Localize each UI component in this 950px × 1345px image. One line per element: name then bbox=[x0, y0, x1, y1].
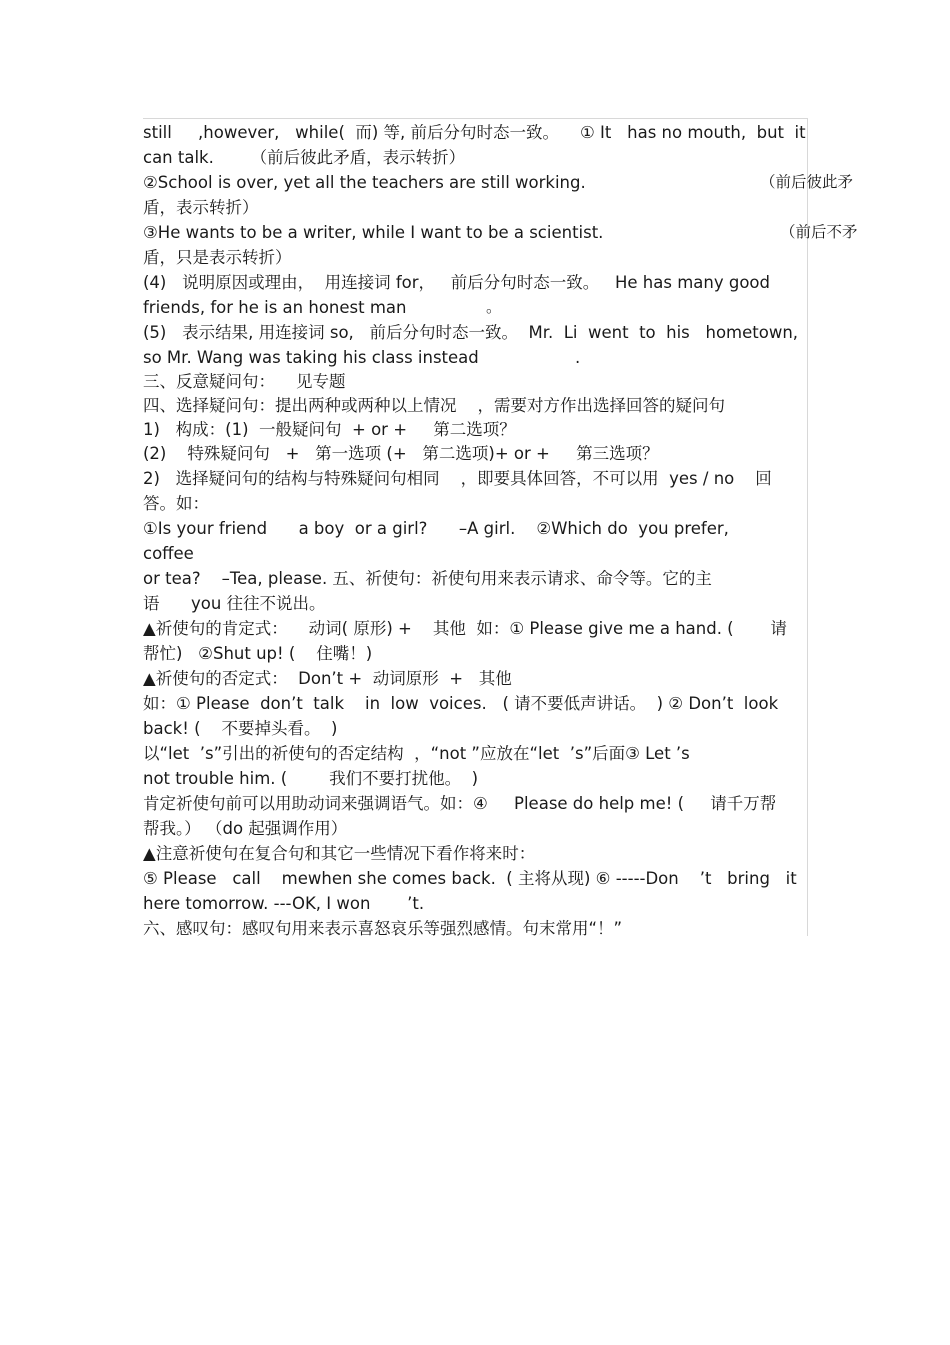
text-line-31: ⑤ Please call mewhen she comes back. ( 主将从现) ⑥ -----Don ’t bring it bbox=[143, 869, 797, 888]
text-line-32: here tomorrow. ---OK, I won ’t. bbox=[143, 894, 425, 913]
text-line-14: (2) 特殊疑问句 + 第一选项 (+ 第二选项)+ or + 第三选项？ bbox=[143, 444, 659, 463]
text-line-1: still ,however, while( 而) 等, 前后分句时态一致。 ① It has no mouth, but it bbox=[143, 123, 806, 142]
text-line-22: 帮忙) ②Shut up! ( 住嘴！) bbox=[143, 644, 373, 663]
text-line-18: coffee bbox=[143, 544, 194, 563]
right-annotation: （前后不矛 bbox=[780, 223, 858, 241]
trailing-mark: 。 bbox=[486, 298, 502, 316]
text-line-11: 三、反意疑问句： 见专题 bbox=[143, 372, 346, 391]
text-line-24: 如：① Please don’t talk in low voices. ( 请不要低声讲话。 ) ② Don’t look bbox=[143, 694, 779, 713]
frame-top-border bbox=[143, 118, 807, 119]
text-line-7: (4) 说明原因或理由， 用连接词 for， 前后分句时态一致。 He has many good bbox=[143, 273, 770, 292]
text-line-30: ▲注意祈使句在复合句和其它一些情况下看作将来时： bbox=[143, 844, 536, 863]
trailing-mark: . bbox=[575, 348, 581, 367]
text-line-19: or tea? –Tea, please. 五、祈使句：祈使句用来表示请求、命令等。它的主 bbox=[143, 569, 712, 588]
text-line-16: 答。如： bbox=[143, 494, 209, 513]
text-line-29: 帮我。） （do 起强调作用） bbox=[143, 819, 348, 838]
document-body bbox=[143, 120, 863, 941]
text-line-5: ③He wants to be a writer, while I want to be a scientist. （前后不矛 bbox=[143, 220, 863, 245]
text-line-26: 以“let ’s”引出的祈使句的否定结构 ，“not ”应放在“let ’s”后面③ Let ’s bbox=[143, 744, 690, 763]
text-line-6: 盾，只是表示转折） bbox=[143, 248, 292, 267]
text-line-33: 六、感叹句：感叹句用来表示喜怒哀乐等强烈感情。句末常用“！” bbox=[143, 919, 623, 938]
text-line-12: 四、选择疑问句：提出两种或两种以上情况 ，需要对方作出选择回答的疑问句 bbox=[143, 396, 725, 415]
text-line-2: can talk. （前后彼此矛盾，表示转折） bbox=[143, 148, 466, 167]
text-line-13: 1) 构成：(1) 一般疑问句 + or + 第二选项？ bbox=[143, 420, 516, 439]
text-line-20: 语 you 往往不说出。 bbox=[143, 594, 326, 613]
right-annotation: （前后彼此矛 bbox=[760, 173, 854, 191]
text-line-3: ②School is over, yet all the teachers are still working. （前后彼此矛 bbox=[143, 170, 863, 195]
text-line-10: so Mr. Wang was taking his class instead . bbox=[143, 345, 863, 370]
text-line-8: friends, for he is an honest man 。 bbox=[143, 295, 863, 320]
text-line-9: (5) 表示结果, 用连接词 so, 前后分句时态一致。 Mr. Li went to his hometown, bbox=[143, 323, 799, 342]
text-line-27: not trouble him. ( 我们不要打扰他。 ) bbox=[143, 769, 479, 788]
text-line-28: 肯定祈使句前可以用助动词来强调语气。如：④ Please do help me! ( 请千万帮 bbox=[143, 794, 777, 813]
text-line-15: 2) 选择疑问句的结构与特殊疑问句相同 ，即要具体回答，不可以用 yes / no 回 bbox=[143, 469, 772, 488]
text-line-17: ①Is your friend a boy or a girl? –A girl. ②Which do you prefer, bbox=[143, 519, 729, 538]
text-line-4: 盾，表示转折） bbox=[143, 198, 259, 217]
text-line-25: back! ( 不要掉头看。 ) bbox=[143, 719, 338, 738]
text-line-21: ▲祈使句的肯定式： 动词( 原形) + 其他 如：① Please give me a hand. ( 请 bbox=[143, 619, 787, 638]
text-line-23: ▲祈使句的否定式： Don’t + 动词原形 + 其他 bbox=[143, 669, 512, 688]
